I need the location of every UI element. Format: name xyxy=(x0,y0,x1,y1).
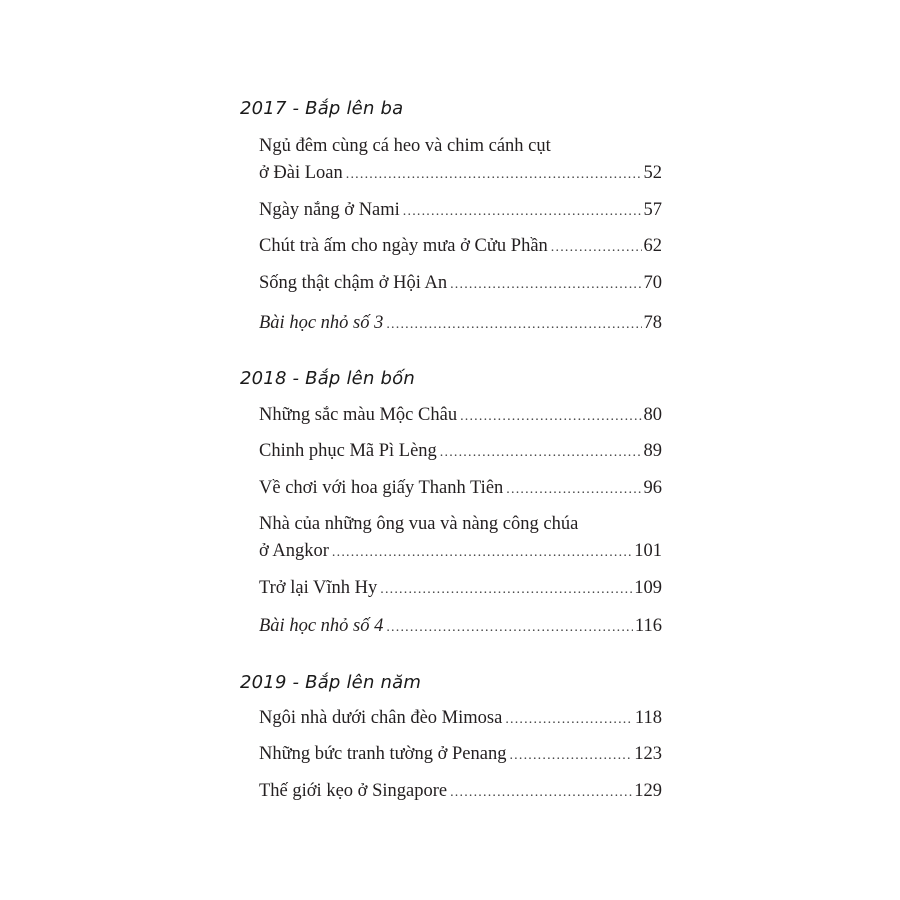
entry-line xyxy=(259,705,662,733)
dot-leader xyxy=(551,234,642,261)
entry-line xyxy=(259,233,662,261)
page-number: 101 xyxy=(634,541,662,561)
toc-entry[interactable] xyxy=(259,475,662,503)
toc-entry[interactable] xyxy=(259,197,662,225)
entry-first-line: Nhà của những ông vua và nàng công chúa xyxy=(259,514,579,534)
entry-line xyxy=(259,270,662,298)
entry-line xyxy=(259,613,662,641)
entry-line xyxy=(259,575,662,603)
entry-title: ở Đài Loan xyxy=(259,163,343,183)
page-number: 116 xyxy=(634,616,662,636)
page-number: 96 xyxy=(643,478,662,498)
entry-title: Ngày nắng ở Nami xyxy=(259,200,400,220)
toc-entry[interactable] xyxy=(259,270,662,298)
dot-leader xyxy=(450,779,632,806)
dot-leader xyxy=(506,476,641,503)
page-number: 118 xyxy=(634,708,662,728)
entry-title: ở Angkor xyxy=(259,541,329,561)
entry-title: Sống thật chậm ở Hội An xyxy=(259,273,448,293)
toc-entry[interactable] xyxy=(259,705,662,733)
page-number: 52 xyxy=(643,163,662,183)
toc-entry[interactable] xyxy=(259,438,662,466)
entry-first-line: Ngủ đêm cùng cá heo và chim cánh cụt xyxy=(259,136,551,156)
entry-title: Thế giới kẹo ở Singapore xyxy=(259,781,448,801)
page-number: 78 xyxy=(643,313,662,333)
entry-line xyxy=(259,310,662,338)
toc-entry-lesson[interactable] xyxy=(259,310,662,338)
section-title-2019: 2019 - Bắp lên năm xyxy=(240,672,422,693)
entry-line xyxy=(259,475,662,503)
toc-entry[interactable] xyxy=(259,741,662,769)
entry-title: Chút trà ấm cho ngày mưa ở Cửu Phần xyxy=(259,236,548,256)
dot-leader xyxy=(505,706,633,733)
dot-leader xyxy=(386,311,641,338)
page-number: 89 xyxy=(643,441,662,461)
toc-entry[interactable] xyxy=(259,233,662,261)
page-number: 62 xyxy=(643,236,662,256)
entry-title: Ngôi nhà dưới chân đèo Mimosa xyxy=(259,708,503,728)
entry-line xyxy=(259,438,662,466)
entry-line xyxy=(259,741,662,769)
entry-title: Những bức tranh tường ở Penang xyxy=(259,744,507,764)
toc-entry-lesson[interactable] xyxy=(259,613,662,641)
entry-title: Chinh phục Mã Pì Lèng xyxy=(259,441,437,461)
section-title-2017: 2017 - Bắp lên ba xyxy=(240,98,404,119)
toc-entry[interactable] xyxy=(259,575,662,603)
dot-leader xyxy=(386,614,633,641)
page-number: 109 xyxy=(634,578,662,598)
dot-leader xyxy=(509,742,632,769)
page-number: 70 xyxy=(643,273,662,293)
dot-leader xyxy=(450,271,641,298)
entry-title: Những sắc màu Mộc Châu xyxy=(259,405,458,425)
dot-leader xyxy=(332,539,632,566)
entry-title: Bài học nhỏ số 4 xyxy=(259,616,384,636)
dot-leader xyxy=(460,403,641,430)
entry-title: Về chơi với hoa giấy Thanh Tiên xyxy=(259,478,504,498)
toc-entry[interactable] xyxy=(259,402,662,430)
entry-line xyxy=(259,197,662,225)
entry-line xyxy=(259,538,662,566)
dot-leader xyxy=(403,198,642,225)
toc-entry[interactable] xyxy=(259,133,662,188)
entry-line xyxy=(259,402,662,430)
page-number: 57 xyxy=(643,200,662,220)
entry-title: Bài học nhỏ số 3 xyxy=(259,313,384,333)
toc-entry[interactable] xyxy=(259,511,662,566)
toc-entry[interactable] xyxy=(259,778,662,806)
section-title-2018: 2018 - Bắp lên bốn xyxy=(240,368,415,389)
page-number: 129 xyxy=(634,781,662,801)
dot-leader xyxy=(440,439,642,466)
page-number: 123 xyxy=(634,744,662,764)
entry-title: Trở lại Vĩnh Hy xyxy=(259,578,378,598)
entry-line xyxy=(259,778,662,806)
entry-line xyxy=(259,160,662,188)
page-number: 80 xyxy=(643,405,662,425)
dot-leader xyxy=(346,161,642,188)
dot-leader xyxy=(380,576,632,603)
